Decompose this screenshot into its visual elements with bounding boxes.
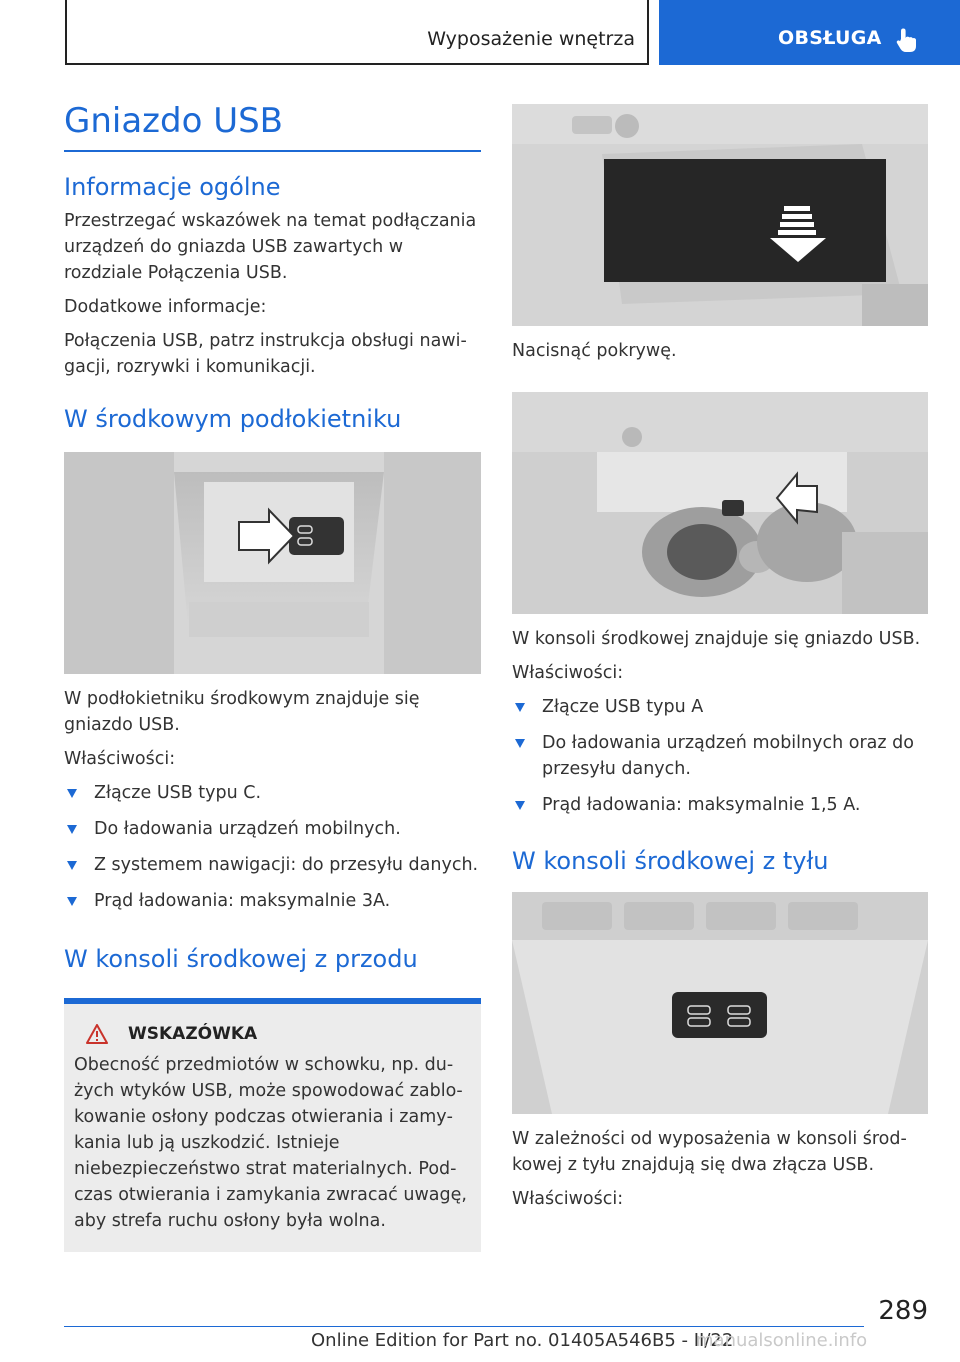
armrest-properties-label: Właściwości: <box>64 749 176 769</box>
section-tab[interactable] <box>659 0 960 65</box>
armrest-caption: W podłokietniku środkowym znajduje się gniazdo USB. <box>64 689 420 735</box>
footer-divider <box>64 1326 864 1327</box>
console-caption: W konsoli środkowej znajduje się gniazdo USB. <box>512 629 921 649</box>
triangle-bullet-icon <box>67 789 77 798</box>
title-divider <box>64 150 481 152</box>
cover-photo <box>512 104 928 326</box>
armrest-usb-photo <box>64 452 481 674</box>
left-column <box>64 100 481 1252</box>
list-item: Z systemem nawigacji: do przesyłu danych. <box>64 852 481 878</box>
page-number: 289 <box>878 1296 928 1326</box>
rear-usb-photo <box>512 892 928 1114</box>
list-item: Złącze USB typu A <box>512 694 928 720</box>
info-heading: Informacje ogólne <box>64 173 281 201</box>
armrest-properties-list <box>64 780 481 914</box>
rear-console-heading: W konsoli środkowej z tyłu <box>512 847 829 875</box>
info-paragraph-2: Dodatkowe informacje: <box>64 297 267 317</box>
hand-pointer-icon <box>895 26 919 54</box>
right-column <box>512 104 928 1212</box>
triangle-bullet-icon <box>515 801 525 810</box>
footer-watermark: manualsonline.info <box>696 1330 868 1351</box>
console-properties-list <box>512 694 928 818</box>
warning-box <box>64 1004 481 1252</box>
triangle-bullet-icon <box>67 825 77 834</box>
list-item: Prąd ładowania: maksymalnie 3A. <box>64 888 481 914</box>
section-tab-label: OBSŁUGA <box>778 27 882 49</box>
info-paragraph-3: Połączenia USB, patrz instrukcja obsługi nawigacji, rozrywki i komunikacji. <box>64 331 467 377</box>
triangle-bullet-icon <box>515 739 525 748</box>
console-properties-label: Właściwości: <box>512 663 624 683</box>
list-item: Prąd ładowania: maksymalnie 1,5 A. <box>512 792 928 818</box>
footer-edition: Online Edition for Part no. 01405A546B5 - II/22 <box>311 1330 734 1351</box>
front-console-heading: W konsoli środkowej z przodu <box>64 945 418 973</box>
header-chapter-box <box>65 0 649 65</box>
list-item: Do ładowania urządzeń mobilnych. <box>64 816 481 842</box>
cover-caption: Nacisnąć pokrywę. <box>512 341 677 361</box>
list-item: Do ładowania urządzeń mobilnych oraz do przesyłu danych. <box>512 730 928 782</box>
info-paragraph-1: Przestrzegać wskazówek na temat podłączania urządzeń do gniazda USB zawartych w rozdziale Połączenia USB. <box>64 211 477 283</box>
triangle-bullet-icon <box>67 861 77 870</box>
rear-properties-label: Właściwości: <box>512 1189 624 1209</box>
triangle-bullet-icon <box>67 897 77 906</box>
chapter-title: Wyposażenie wnętrza <box>427 28 635 50</box>
triangle-bullet-icon <box>515 703 525 712</box>
rear-caption: W zależności od wyposażenia w konsoli środkowej z tyłu znajdują się dwa złącza USB. <box>512 1129 907 1175</box>
list-item: Złącze USB typu C. <box>64 780 481 806</box>
warning-text: Obecność przedmiotów w schowku, np. dużych wtyków USB, może spowodować zablokowanie osłony podczas otwierania i zamykania lub ją uszkodzić. Istnieje niebezpieczeństwo strat materialnych. Podczas otwierania i zamykania zwracać uwagę, aby strefa ruchu osłony była wolna. <box>74 1055 467 1231</box>
warning-triangle-icon <box>86 1024 108 1044</box>
console-usb-photo <box>512 392 928 614</box>
warning-label: WSKAZÓWKA <box>128 1024 258 1044</box>
armrest-heading: W środkowym podłokietniku <box>64 405 402 433</box>
warning-header <box>74 1024 471 1044</box>
page-title: Gniazdo USB <box>64 101 284 141</box>
